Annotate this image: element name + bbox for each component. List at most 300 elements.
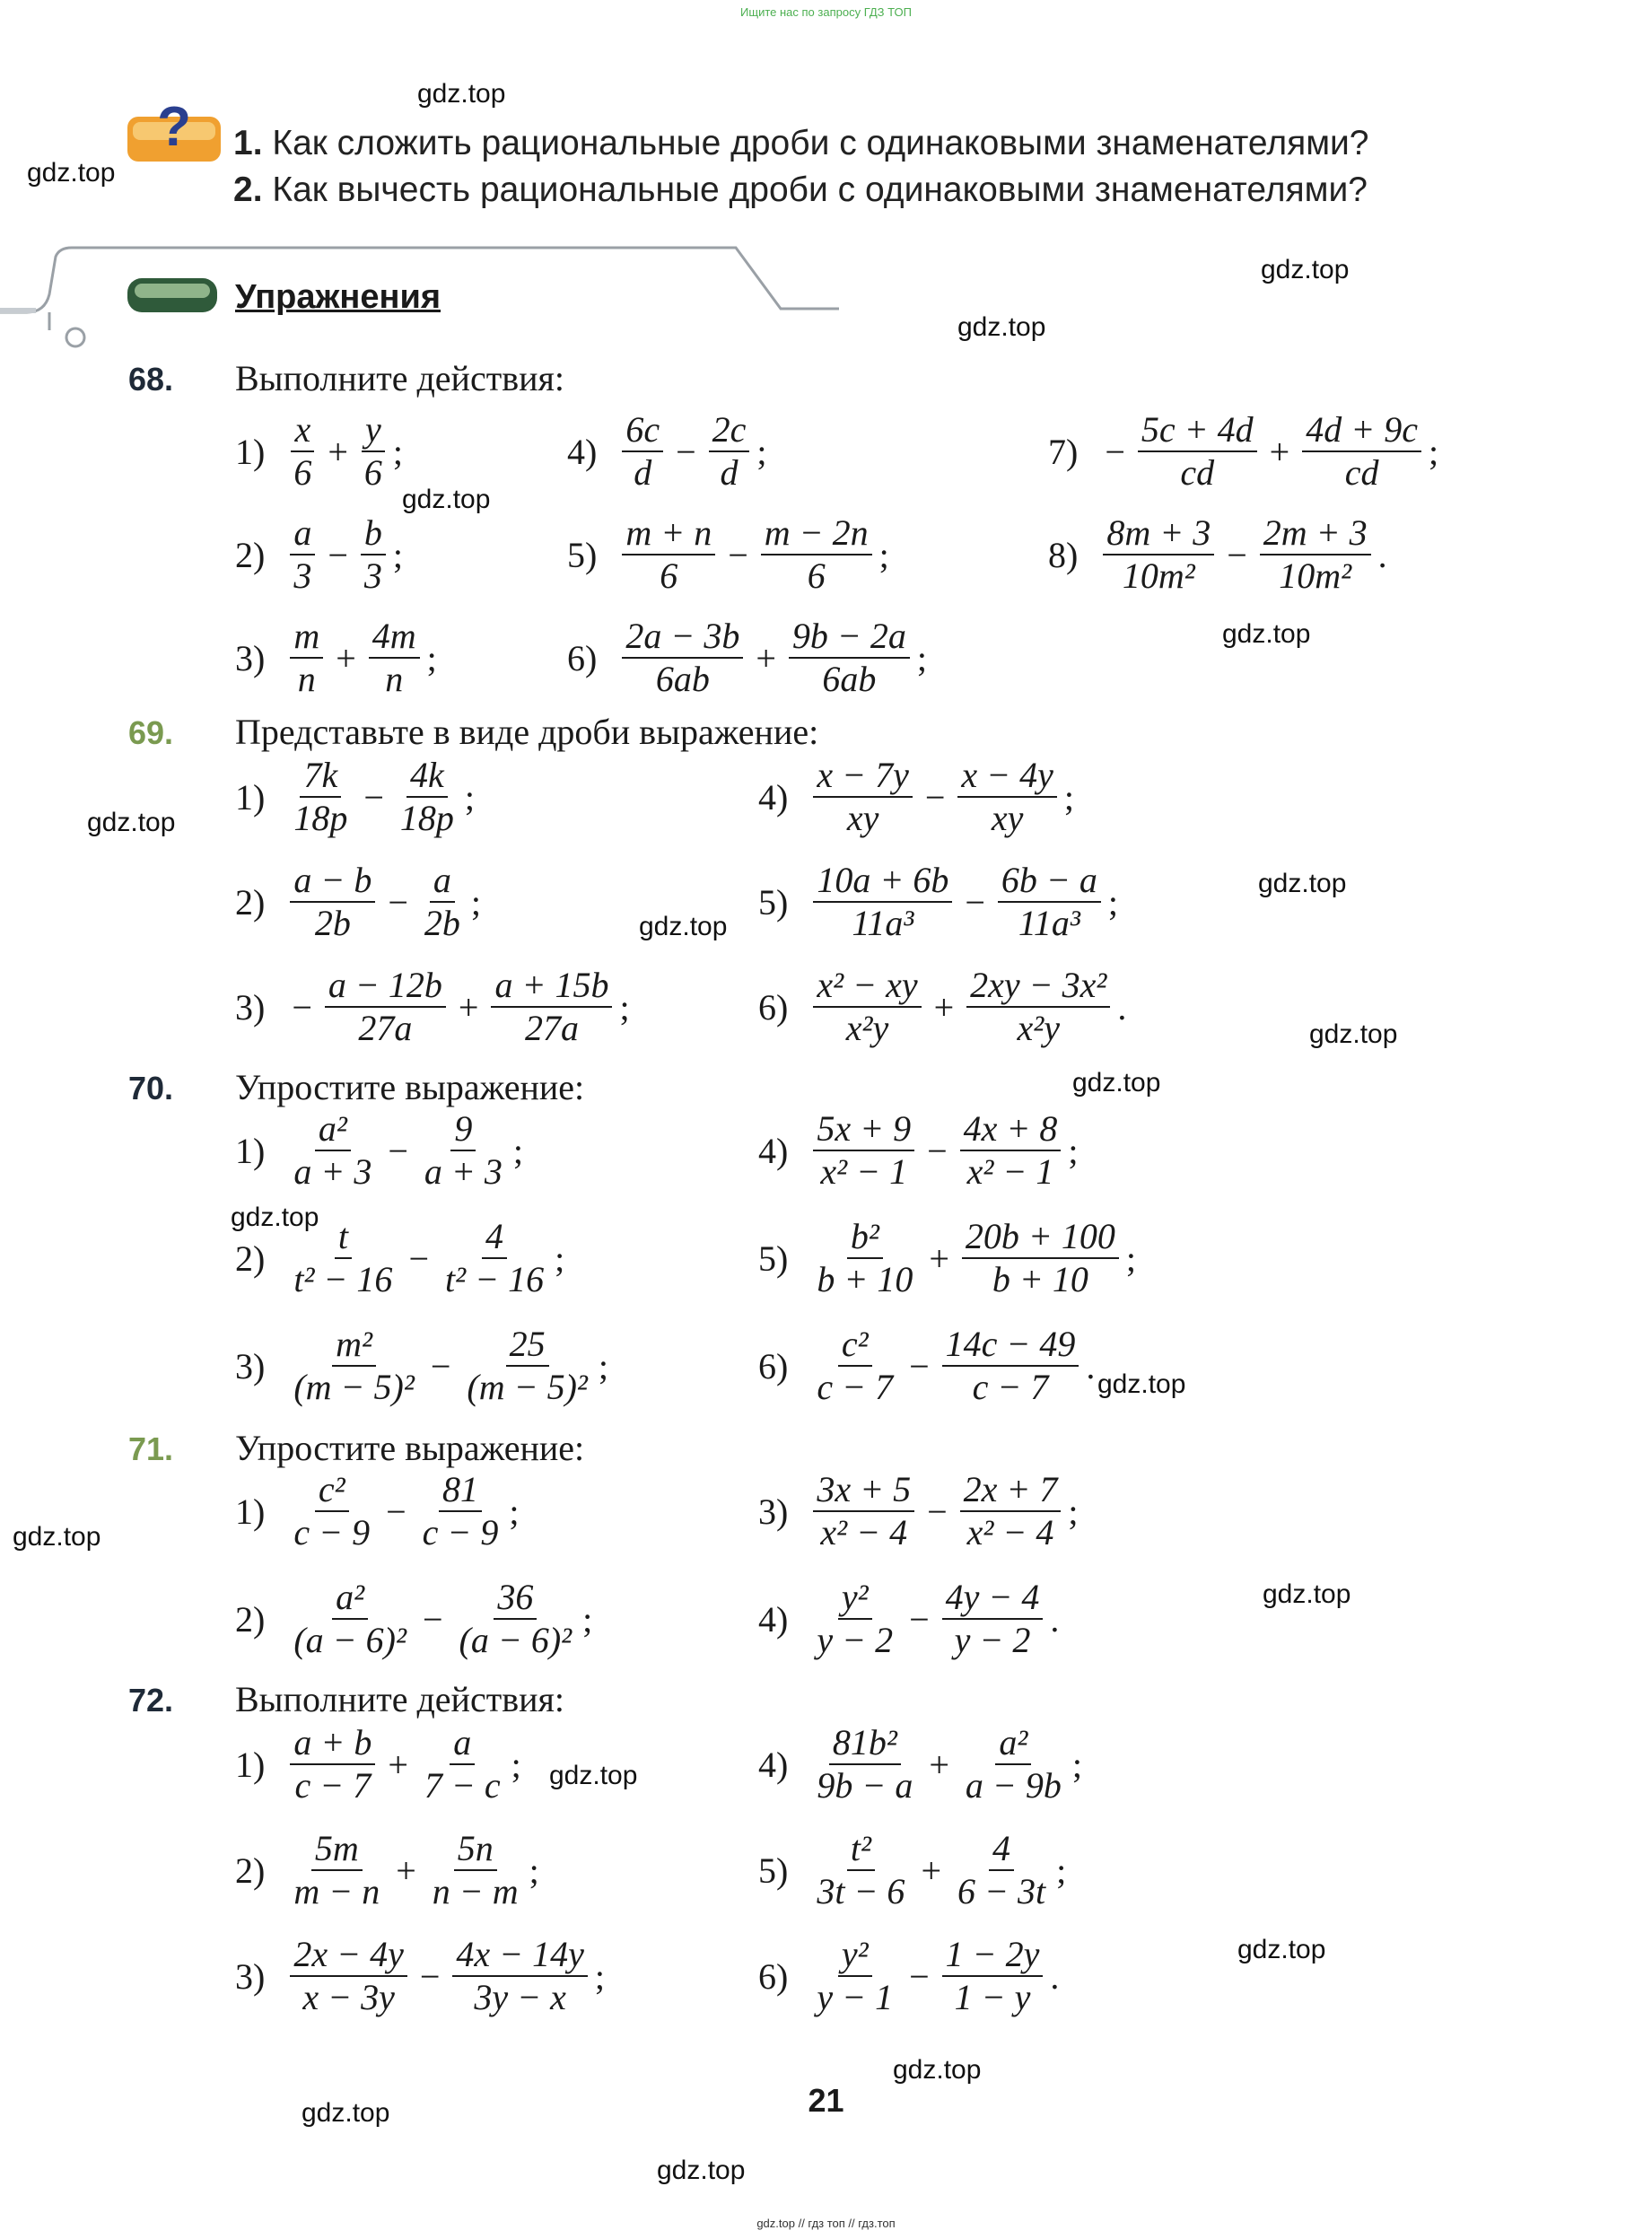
- question-number: 2.: [233, 171, 263, 209]
- exercise-number: 71.: [128, 1430, 174, 1467]
- denominator: c − 9: [293, 1512, 371, 1552]
- numerator: a + 15b: [491, 965, 612, 1008]
- fraction: [813, 1722, 916, 1806]
- watermark: gdz.top: [87, 808, 176, 837]
- exercise-item: [758, 1465, 1079, 1558]
- item-label: 4): [758, 1744, 789, 1785]
- denominator: b + 10: [817, 1259, 913, 1299]
- fraction: [290, 860, 375, 944]
- denominator: xy: [991, 798, 1024, 838]
- item-label: 1): [235, 431, 266, 472]
- watermark: gdz.top: [231, 1203, 319, 1232]
- numerator: 4d + 9c: [1302, 409, 1421, 452]
- numerator: b: [361, 512, 386, 555]
- operator: −: [422, 1598, 443, 1640]
- watermark: gdz.top: [417, 79, 506, 109]
- watermark: gdz.top: [1072, 1068, 1161, 1098]
- fraction: [421, 1722, 504, 1806]
- numerator: 9b − 2a: [789, 616, 910, 659]
- numerator: 5m: [311, 1828, 363, 1871]
- item-punctuation: ;: [1125, 1238, 1137, 1279]
- fraction: [957, 755, 1057, 839]
- fraction: [622, 616, 743, 700]
- item-punctuation: ;: [426, 637, 437, 678]
- fraction: [369, 616, 420, 700]
- fraction: [421, 1108, 506, 1193]
- numerator: 10a + 6b: [813, 860, 952, 903]
- operator: +: [388, 1744, 408, 1785]
- item-punctuation: .: [1050, 1598, 1060, 1640]
- denominator: x − 3y: [302, 1977, 395, 2017]
- numerator: 3x + 5: [813, 1469, 914, 1512]
- exercise-title: Упростите выражение:: [235, 1428, 585, 1468]
- fraction: [290, 1324, 418, 1408]
- page-number: 21: [808, 2082, 844, 2119]
- numerator: y: [362, 409, 385, 452]
- fraction: [962, 1216, 1119, 1300]
- denominator: 27a: [358, 1008, 413, 1048]
- fraction: [452, 1934, 588, 2018]
- operator: −: [909, 1955, 930, 1997]
- operator: −: [419, 1955, 441, 1997]
- exercise-item: [235, 1465, 520, 1558]
- item-punctuation: ;: [1428, 431, 1439, 472]
- denominator: 3: [293, 555, 312, 596]
- numerator: a − 12b: [325, 965, 446, 1008]
- bottom-note: gdz.top // гдз топ // гдз.топ: [756, 2217, 896, 2230]
- denominator: y − 2: [954, 1620, 1031, 1660]
- denominator: (a − 6)²: [293, 1620, 406, 1660]
- item-label: 5): [758, 1850, 789, 1891]
- fraction: [290, 755, 351, 839]
- item-label: 4): [758, 776, 789, 818]
- watermark: gdz.top: [893, 2055, 982, 2085]
- fraction: [421, 860, 464, 944]
- numerator: x − 4y: [957, 755, 1057, 798]
- numerator: a − b: [290, 860, 375, 903]
- operator: −: [408, 1238, 429, 1279]
- operator: −: [1105, 431, 1125, 472]
- item-label: 2): [235, 1598, 266, 1640]
- exercise-item: [567, 611, 927, 704]
- watermark: gdz.top: [13, 1522, 101, 1552]
- exercise-item: [758, 1572, 1059, 1666]
- fraction: [962, 1722, 1065, 1806]
- denominator: 6: [660, 555, 678, 596]
- denominator: 27a: [524, 1008, 579, 1048]
- operator: −: [363, 776, 384, 818]
- denominator: 6ab: [822, 659, 877, 699]
- item-label: 3): [235, 1955, 266, 1997]
- fraction: [419, 1469, 503, 1553]
- numerator: 2xy − 3x²: [966, 965, 1110, 1008]
- numerator: 4x − 14y: [452, 1934, 588, 1977]
- item-label: 4): [567, 431, 598, 472]
- operator: −: [676, 431, 696, 472]
- denominator: 3t − 6: [817, 1871, 905, 1911]
- top-note: Ищите нас по запросу ГДЗ ТОП: [740, 5, 912, 19]
- fraction: [966, 965, 1110, 1049]
- item-punctuation: ;: [594, 1955, 606, 1997]
- denominator: (m − 5)²: [293, 1367, 415, 1407]
- denominator: 11a³: [852, 903, 914, 943]
- numerator: 4y − 4: [942, 1577, 1044, 1620]
- item-punctuation: ;: [511, 1744, 521, 1785]
- operator: +: [458, 986, 479, 1028]
- fraction: [960, 1108, 1062, 1193]
- item-label: 7): [1048, 431, 1079, 472]
- item-punctuation: ;: [1056, 1850, 1067, 1891]
- item-label: 6): [567, 637, 598, 678]
- exercise-item: [235, 750, 475, 844]
- item-label: 6): [758, 1345, 789, 1386]
- watermark: gdz.top: [1237, 1935, 1326, 1964]
- fraction: [813, 1108, 914, 1193]
- watermark: gdz.top: [1222, 619, 1311, 649]
- item-label: 3): [758, 1491, 789, 1532]
- denominator: 6: [363, 452, 382, 493]
- denominator: a + 3: [293, 1151, 372, 1192]
- fraction: [789, 616, 910, 700]
- exercise-title: Выполните действия:: [235, 358, 564, 398]
- item-punctuation: .: [1050, 1955, 1060, 1997]
- item-label: 2): [235, 1850, 266, 1891]
- fraction: [709, 409, 750, 494]
- numerator: 2a − 3b: [622, 616, 743, 659]
- numerator: 14c − 49: [942, 1324, 1079, 1367]
- watermark: gdz.top: [957, 312, 1046, 342]
- numerator: y²: [838, 1577, 872, 1620]
- denominator: 10m²: [1279, 555, 1352, 596]
- exercise-item: [235, 1824, 539, 1917]
- fraction: [813, 1577, 896, 1661]
- item-punctuation: .: [1086, 1345, 1096, 1386]
- fraction: [761, 512, 872, 597]
- denominator: n: [385, 659, 404, 699]
- watermark: gdz.top: [1309, 1019, 1398, 1049]
- item-punctuation: .: [1377, 534, 1387, 575]
- item-label: 2): [235, 1238, 266, 1279]
- operator: −: [909, 1598, 930, 1640]
- exercise-title: Представьте в виде дроби выражение:: [235, 712, 819, 752]
- item-label: 6): [758, 986, 789, 1028]
- operator: +: [1269, 431, 1290, 472]
- section-title: Упражнения: [235, 278, 441, 316]
- fraction: [441, 1216, 547, 1300]
- denominator: 9b − a: [817, 1765, 913, 1806]
- operator: +: [328, 431, 348, 472]
- numerator: 81: [439, 1469, 482, 1512]
- denominator: 18p: [399, 798, 454, 838]
- denominator: c − 7: [817, 1367, 894, 1407]
- fraction: [1138, 409, 1257, 494]
- exercise-item: [235, 1572, 592, 1666]
- denominator: d: [720, 452, 739, 493]
- question-text: Как сложить рациональные дроби с одинаковыми знаменателями?: [272, 124, 1369, 162]
- exercise-item: [758, 960, 1126, 1054]
- numerator: 36: [494, 1577, 537, 1620]
- fraction: [361, 512, 386, 597]
- item-label: 5): [567, 534, 598, 575]
- item-label: 1): [235, 1744, 266, 1785]
- exercise-item: [235, 508, 403, 601]
- item-punctuation: ;: [555, 1238, 565, 1279]
- denominator: t² − 16: [445, 1259, 545, 1299]
- item-label: 1): [235, 1130, 266, 1171]
- exercise-item: [758, 750, 1074, 844]
- watermark: gdz.top: [549, 1761, 638, 1790]
- numerator: t: [335, 1216, 352, 1259]
- numerator: a²: [315, 1108, 351, 1151]
- exercise-number: 70.: [128, 1070, 174, 1106]
- fraction: [463, 1324, 591, 1408]
- fraction: [290, 1722, 375, 1806]
- operator: −: [388, 881, 408, 923]
- denominator: x² − 4: [820, 1512, 908, 1552]
- numerator: y²: [838, 1934, 872, 1977]
- item-label: 1): [235, 776, 266, 818]
- exercise-item: [758, 1211, 1136, 1305]
- denominator: c − 7: [294, 1765, 371, 1806]
- numerator: 4: [989, 1828, 1014, 1871]
- fraction: [813, 860, 952, 944]
- item-punctuation: ;: [392, 431, 404, 472]
- numerator: a²: [332, 1577, 368, 1620]
- item-label: 6): [758, 1955, 789, 1997]
- operator: +: [929, 1238, 949, 1279]
- numerator: c²: [838, 1324, 872, 1367]
- operator: −: [965, 881, 985, 923]
- fraction: [954, 1828, 1049, 1912]
- svg-text:?: ?: [157, 96, 191, 158]
- fraction: [456, 1577, 576, 1661]
- numerator: b²: [847, 1216, 883, 1259]
- fraction: [813, 1216, 916, 1300]
- exercise-item: [235, 1718, 521, 1811]
- denominator: y − 2: [817, 1620, 894, 1660]
- numerator: 4k: [406, 755, 448, 798]
- operator: +: [756, 637, 776, 678]
- item-label: 2): [235, 881, 266, 923]
- denominator: m − n: [293, 1871, 380, 1911]
- exercise-item: [235, 1929, 605, 2023]
- denominator: 11a³: [1018, 903, 1080, 943]
- fraction: [813, 965, 921, 1049]
- item-label: 4): [758, 1598, 789, 1640]
- operator: −: [728, 534, 748, 575]
- exercise-title: Выполните действия:: [235, 1679, 564, 1719]
- item-punctuation: ;: [756, 431, 767, 472]
- fraction: [429, 1828, 522, 1912]
- item-label: 3): [235, 1345, 266, 1386]
- item-punctuation: ;: [1068, 1491, 1079, 1532]
- item-punctuation: ;: [916, 637, 928, 678]
- numerator: m − 2n: [761, 512, 872, 555]
- item-label: 4): [758, 1130, 789, 1171]
- operator: −: [909, 1345, 930, 1386]
- item-label: 5): [758, 881, 789, 923]
- fraction: [325, 965, 446, 1049]
- question-number: 1.: [233, 124, 263, 162]
- item-punctuation: ;: [1071, 1744, 1083, 1785]
- denominator: x² − 4: [966, 1512, 1054, 1552]
- exercise-item: [758, 1104, 1079, 1197]
- denominator: 2b: [424, 903, 460, 943]
- denominator: a − 9b: [965, 1765, 1062, 1806]
- item-punctuation: ;: [598, 1345, 609, 1386]
- item-punctuation: ;: [1063, 776, 1075, 818]
- numerator: 7k: [300, 755, 341, 798]
- fraction: [960, 1469, 1062, 1553]
- operator: −: [927, 1491, 948, 1532]
- item-punctuation: ;: [464, 776, 476, 818]
- numerator: 5n: [454, 1828, 497, 1871]
- exercise-item: [235, 1104, 523, 1197]
- item-label: 8): [1048, 534, 1079, 575]
- numerator: 6b − a: [998, 860, 1101, 903]
- fraction: [1302, 409, 1421, 494]
- numerator: 2m + 3: [1260, 512, 1371, 555]
- question-icon: [124, 90, 224, 171]
- operator: −: [430, 1345, 451, 1386]
- exercise-item: [1048, 508, 1387, 601]
- numerator: 4x + 8: [960, 1108, 1062, 1151]
- watermark: gdz.top: [402, 485, 491, 514]
- item-punctuation: .: [1117, 986, 1127, 1028]
- item-punctuation: ;: [582, 1598, 593, 1640]
- numerator: 2x − 4y: [290, 1934, 407, 1977]
- question-text: Как вычесть рациональные дроби с одинаковыми знаменателями?: [272, 171, 1368, 209]
- fraction: [290, 1469, 373, 1553]
- denominator: a + 3: [424, 1151, 503, 1192]
- exercise-item: [758, 1824, 1066, 1917]
- fraction: [1260, 512, 1371, 597]
- watermark: gdz.top: [1258, 869, 1347, 898]
- denominator: d: [634, 452, 652, 493]
- item-punctuation: ;: [878, 534, 889, 575]
- exercise-item: [758, 855, 1118, 949]
- item-punctuation: ;: [619, 986, 630, 1028]
- denominator: t² − 16: [293, 1259, 393, 1299]
- numerator: t²: [847, 1828, 875, 1871]
- denominator: 6: [807, 555, 826, 596]
- numerator: 81b²: [829, 1722, 901, 1765]
- denominator: 3: [363, 555, 382, 596]
- numerator: a²: [995, 1722, 1031, 1765]
- denominator: 1 − y: [954, 1977, 1031, 2017]
- numerator: a: [290, 512, 315, 555]
- fraction: [942, 1324, 1079, 1408]
- numerator: x − 7y: [813, 755, 913, 798]
- denominator: c − 9: [422, 1512, 499, 1552]
- operator: −: [386, 1491, 406, 1532]
- denominator: cd: [1180, 452, 1215, 493]
- fraction: [998, 860, 1101, 944]
- fraction: [813, 1324, 896, 1408]
- denominator: y − 1: [817, 1977, 894, 2017]
- denominator: 6: [293, 452, 312, 493]
- numerator: 2x + 7: [960, 1469, 1062, 1512]
- numerator: 6c: [622, 409, 663, 452]
- denominator: 6 − 3t: [957, 1871, 1046, 1911]
- denominator: cd: [1344, 452, 1379, 493]
- fraction: [290, 1934, 407, 2018]
- item-punctuation: ;: [1068, 1130, 1079, 1171]
- numerator: c²: [315, 1469, 349, 1512]
- question-1: [233, 124, 1368, 163]
- operator: −: [927, 1130, 948, 1171]
- operator: −: [924, 776, 946, 818]
- numerator: m + n: [622, 512, 715, 555]
- exercise-title: Упростите выражение:: [235, 1067, 585, 1107]
- exercise-number: 69.: [128, 714, 174, 751]
- fraction: [290, 1577, 410, 1661]
- fraction: [813, 755, 913, 839]
- item-punctuation: ;: [1107, 881, 1119, 923]
- fraction: [290, 1828, 383, 1912]
- operator: +: [336, 637, 356, 678]
- fraction: [290, 616, 323, 700]
- numerator: m: [290, 616, 323, 659]
- denominator: x² − 1: [966, 1151, 1054, 1192]
- fraction: [290, 1108, 375, 1193]
- fraction: [813, 1828, 908, 1912]
- exercise-item: [235, 1319, 608, 1412]
- denominator: xy: [846, 798, 879, 838]
- numerator: 20b + 100: [962, 1216, 1119, 1259]
- operator: −: [328, 534, 348, 575]
- item-label: 3): [235, 637, 266, 678]
- denominator: n − m: [432, 1871, 519, 1911]
- exercise-item: [1048, 405, 1438, 498]
- item-punctuation: ;: [470, 881, 482, 923]
- item-label: 3): [235, 986, 266, 1028]
- fraction: [622, 512, 715, 597]
- denominator: (a − 6)²: [459, 1620, 573, 1660]
- denominator: x² − 1: [820, 1151, 908, 1192]
- operator: −: [292, 986, 312, 1028]
- operator: +: [929, 1744, 949, 1785]
- watermark: gdz.top: [1097, 1369, 1186, 1399]
- exercise-item: [567, 508, 889, 601]
- numerator: 25: [506, 1324, 549, 1367]
- numerator: a + b: [290, 1722, 375, 1765]
- watermark: gdz.top: [1263, 1579, 1351, 1609]
- item-label: 5): [758, 1238, 789, 1279]
- numerator: m²: [332, 1324, 376, 1367]
- denominator: 3y − x: [474, 1977, 566, 2017]
- denominator: 2b: [314, 903, 351, 943]
- denominator: x²y: [1017, 1008, 1061, 1048]
- item-label: 1): [235, 1491, 266, 1532]
- exercise-item: [758, 1319, 1095, 1412]
- numerator: x² − xy: [813, 965, 921, 1008]
- operator: +: [396, 1850, 416, 1891]
- fraction: [813, 1469, 914, 1553]
- watermark: gdz.top: [639, 912, 728, 941]
- numerator: 4: [482, 1216, 507, 1259]
- denominator: 6ab: [655, 659, 710, 699]
- numerator: 5c + 4d: [1138, 409, 1257, 452]
- numerator: 2c: [709, 409, 750, 452]
- numerator: 4m: [369, 616, 420, 659]
- denominator: 18p: [293, 798, 348, 838]
- operator: −: [388, 1130, 408, 1171]
- denominator: b + 10: [992, 1259, 1088, 1299]
- numerator: 5x + 9: [813, 1108, 914, 1151]
- numerator: 8m + 3: [1103, 512, 1214, 555]
- item-label: 2): [235, 534, 266, 575]
